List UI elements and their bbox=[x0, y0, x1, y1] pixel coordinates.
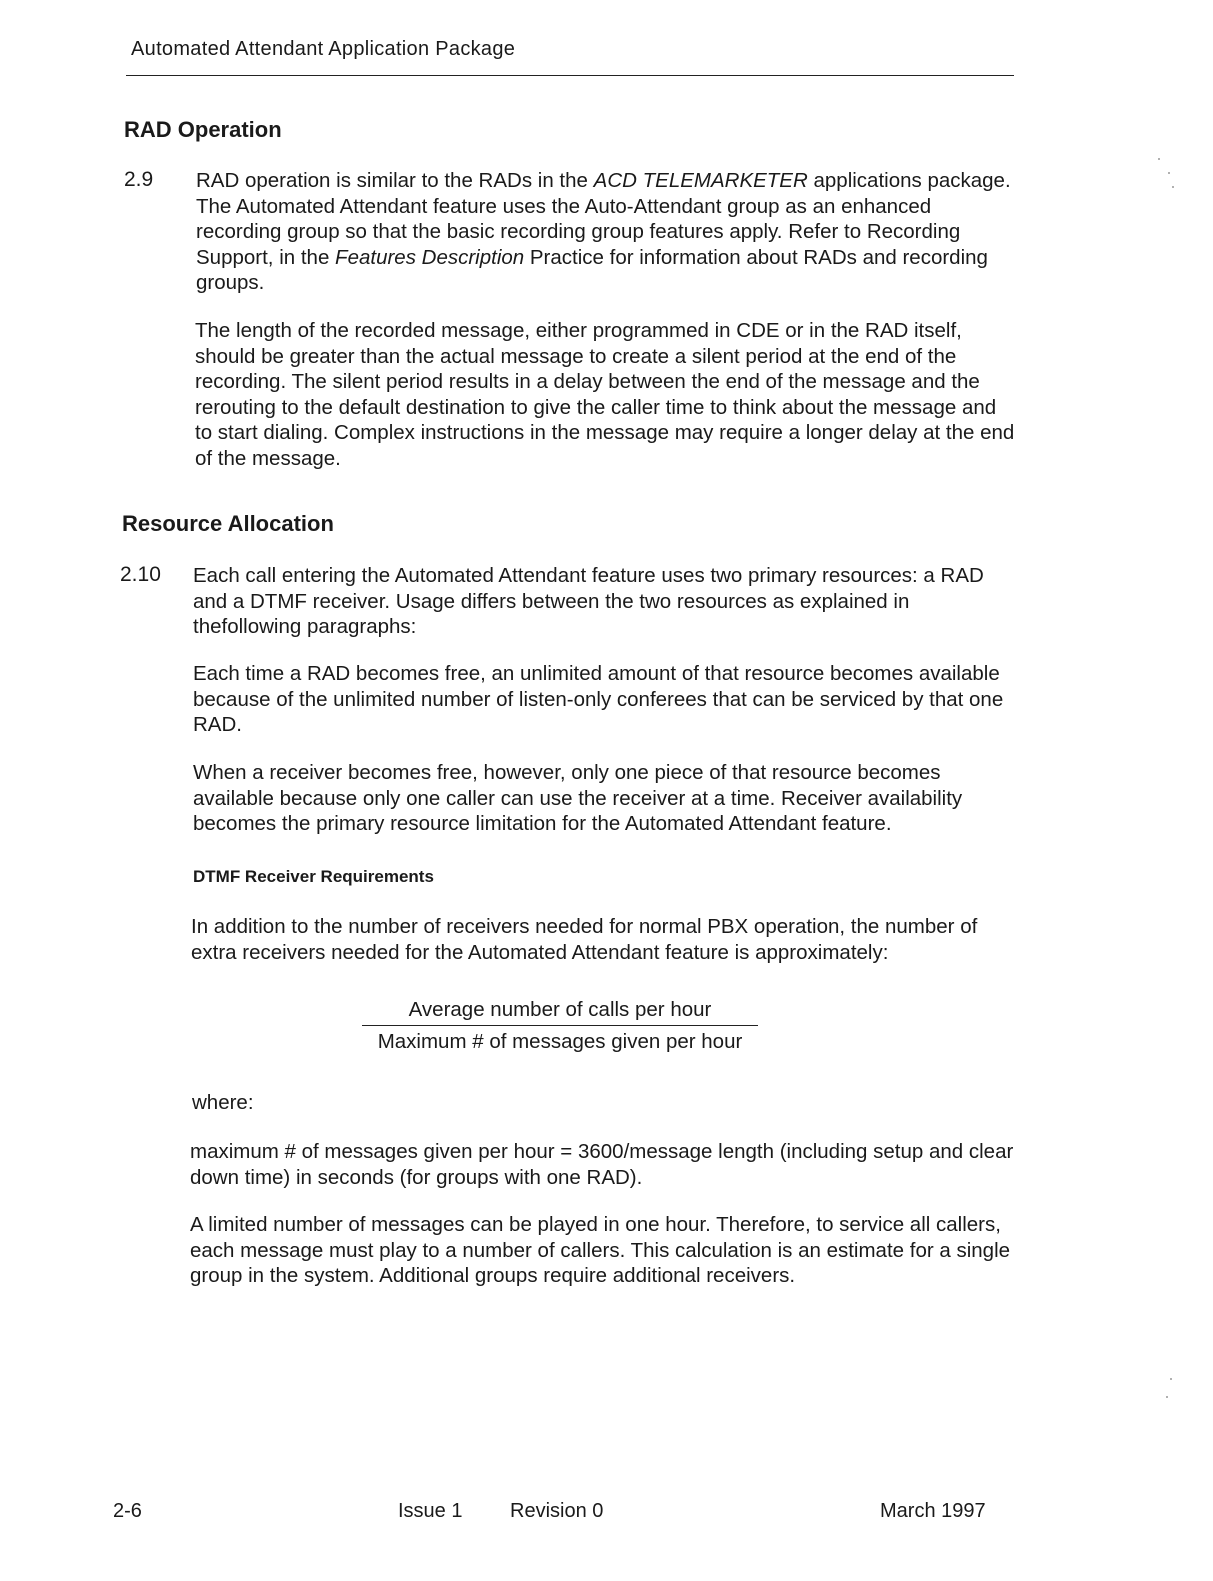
page-number: 2-6 bbox=[113, 1500, 142, 1522]
footer-issue: Issue 1 bbox=[398, 1500, 463, 1522]
footer-date: March 1997 bbox=[880, 1500, 986, 1522]
scan-speck bbox=[1166, 1396, 1168, 1398]
paragraph-rad-free: Each time a RAD becomes free, an unlimited amount of that resource becomes available because of the unlimited number of listen-only conferees that can be serviced by that one RAD. bbox=[193, 662, 1004, 736]
formula-numerator: Average number of calls per hour bbox=[362, 998, 758, 1026]
running-header: Automated Attendant Application Package bbox=[131, 38, 516, 60]
paragraph-number-2-10: 2.10 bbox=[120, 563, 161, 586]
paragraph-2-9-text-b: applications package. The Automated Attendant feature uses the Auto-Attendant group as an enhanced recording group so that the basic recording group features apply. Refer to Recording Support, in the bbox=[196, 169, 1011, 269]
receiver-formula bbox=[362, 998, 758, 1054]
paragraph-max-messages-definition: maximum # of messages given per hour = 3600/message length (including setup and clear down time) in seconds (for groups with one RAD). bbox=[190, 1140, 1014, 1189]
subheading-dtmf-receiver-requirements: DTMF Receiver Requirements bbox=[193, 867, 434, 886]
paragraph-2-9 bbox=[196, 168, 1016, 296]
paragraph-limited-messages: A limited number of messages can be played in one hour. Therefore, to service all callers, each message must play to a number of callers. This calculation is an estimate for a single group in the system. Additional groups require additional receivers. bbox=[190, 1213, 1011, 1287]
paragraph-2-9-text-a: RAD operation is similar to the RADs in the bbox=[196, 169, 594, 192]
acd-telemarketer-italic: ACD TELEMARKETER bbox=[593, 169, 808, 192]
paragraph-number-2-9: 2.9 bbox=[124, 168, 154, 191]
scan-speck bbox=[1158, 158, 1160, 160]
paragraph-2-9-text-c: Practice for information about RADs and recording groups. bbox=[196, 245, 988, 294]
section-heading-rad-operation: RAD Operation bbox=[124, 117, 282, 142]
scan-speck bbox=[1168, 172, 1170, 174]
footer-revision: Revision 0 bbox=[510, 1500, 604, 1522]
paragraph-message-length: The length of the recorded message, either programmed in CDE or in the RAD itself, should be greater than the actual message to create a silent period at the end of the recording. The silent period results in a delay between the end of the message and the rerouting to the default destination to give the caller time to think about the message and to start dialing. Complex instructions in the message may require a longer delay at the end of the message. bbox=[195, 319, 1015, 470]
formula-denominator: Maximum # of messages given per hour bbox=[377, 1030, 743, 1053]
scan-speck bbox=[1172, 186, 1174, 188]
scan-speck bbox=[1170, 1378, 1172, 1380]
paragraph-receiver-free: When a receiver becomes free, however, only one piece of that resource becomes available because only one caller can use the receiver at a time. Receiver availability becomes the primary resource limitation for the Automated Attendant feature. bbox=[193, 761, 963, 835]
section-heading-resource-allocation: Resource Allocation bbox=[122, 511, 334, 536]
features-description-italic: Features Description bbox=[335, 245, 525, 269]
paragraph-dtmf-intro: In addition to the number of receivers needed for normal PBX operation, the number of extra receivers needed for the Automated Attendant feature is approximately: bbox=[191, 915, 978, 964]
paragraph-2-10: Each call entering the Automated Attendant feature uses two primary resources: a RAD and a DTMF receiver. Usage differs between the two resources as explained in thefollowing paragraphs: bbox=[193, 564, 984, 638]
where-label: where: bbox=[192, 1091, 254, 1114]
header-divider bbox=[126, 75, 1014, 76]
